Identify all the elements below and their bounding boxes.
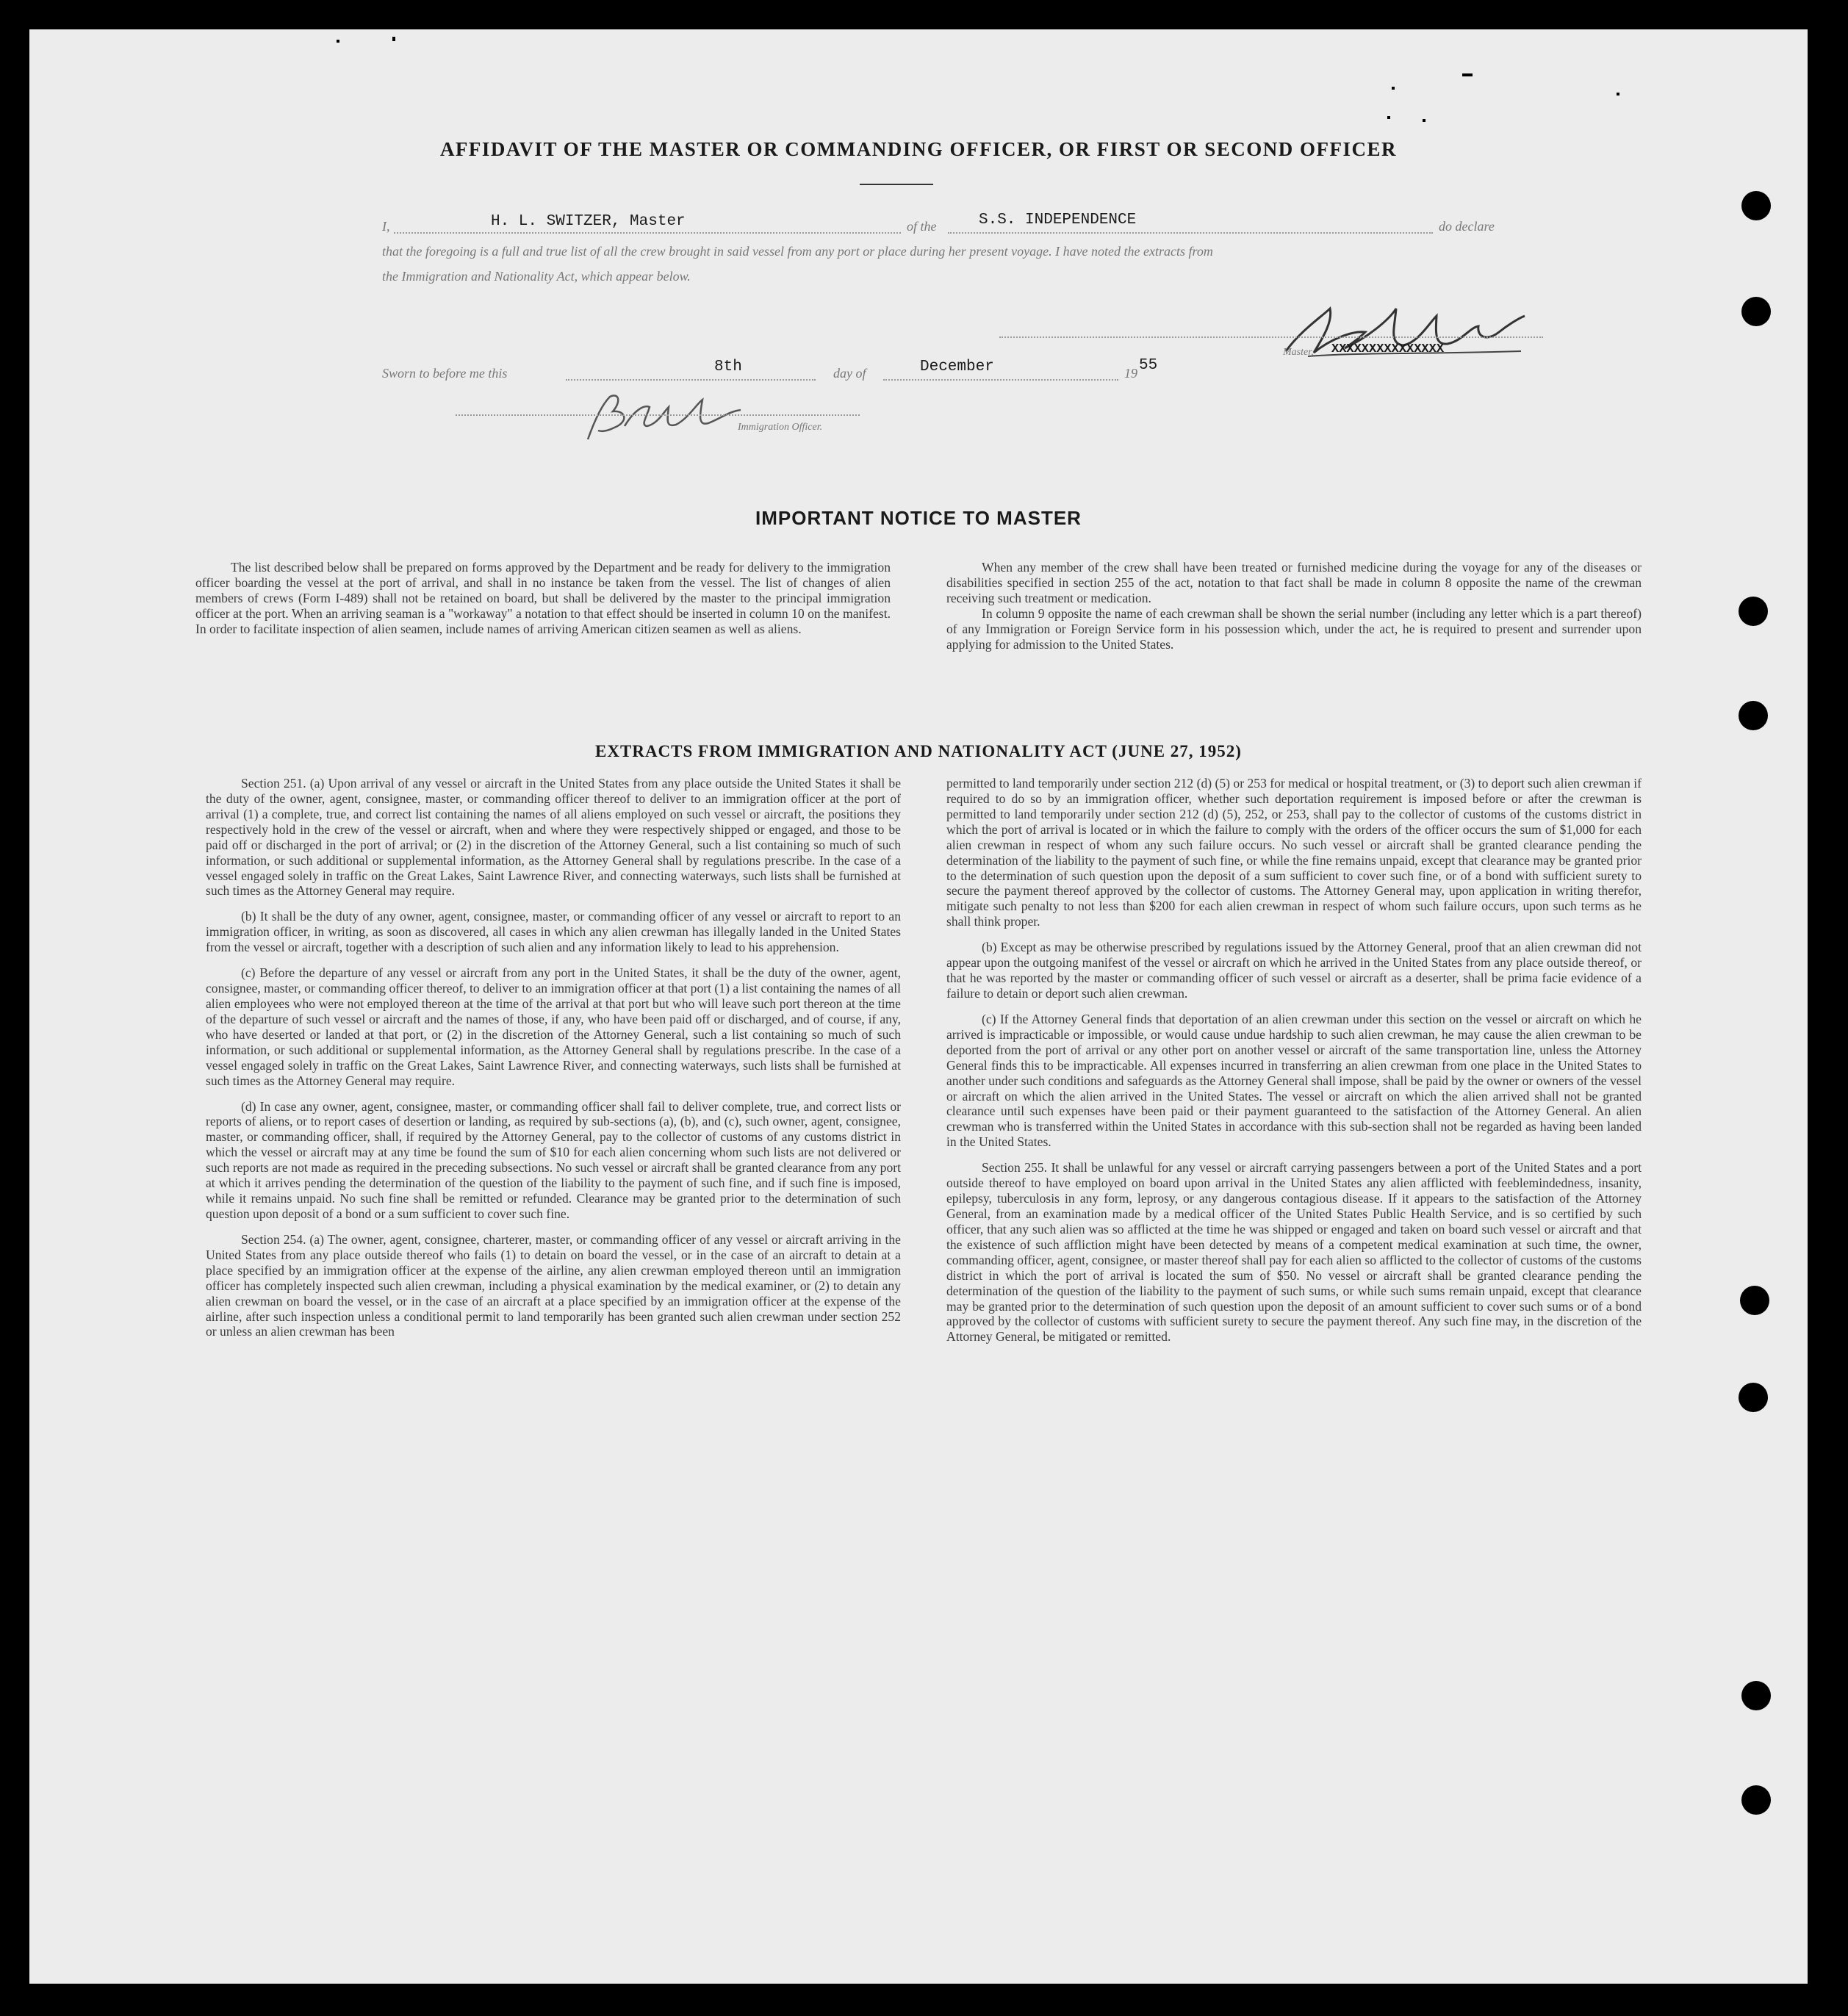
vessel-dotted-line: [948, 232, 1433, 234]
speck: [337, 40, 339, 43]
month-dotted-line: [883, 379, 1118, 381]
master-label: Master,: [1283, 347, 1314, 358]
speck: [392, 37, 395, 41]
punch-hole: [1741, 191, 1771, 220]
speck: [1392, 87, 1395, 90]
speck: [1387, 116, 1390, 119]
extracts-title: EXTRACTS FROM IMMIGRATION AND NATIONALITY ACT (JUNE 27, 1952): [595, 742, 1242, 760]
notice-left-paragraph: The list described below shall be prepared on forms approved by the Department and be ready for delivery to the immigration officer boarding the vessel at the port of arrival, and shall in no instance be taken from the vessel. The list of changes of alien members of crews (Form I-489) shall not be retained on board, but shall be delivered by the master to the principal immigration officer at the port. When an arriving seaman is a "workaway" a notation to that effect should be inserted in column 10 on the manifest. In order to facilitate inspection of alien seamen, include names of arriving American citizen seamen as well as aliens.: [195, 560, 891, 636]
punch-hole: [1741, 1681, 1771, 1710]
extracts-right-column: [946, 776, 1642, 1355]
notice-left-column: [195, 560, 891, 647]
section-255: Section 255. It shall be unlawful for any vessel or aircraft carrying passengers between a port of the United States and a port outside thereof to have employed on board upon arrival in the United States any alien afflicted with feeblemindedness, insanity, epilepsy, tuberculosis in any form, leprosy, or any dangerous contagious disease. If it appears to the satisfaction of the Attorney General, from an examination made by a medical officer of the United States Public Health Service, and is so certified by such officer, that any such alien was so afflicted at the time he was shipped or engaged and taken on board such vessel or aircraft and that the existence of such affliction might have been detected by means of a competent medical examination at such time, the owner, commanding officer, agent, consignee, or master thereof shall pay for each alien so afflicted to the collector of customs of the customs district in which the port of arrival is located the sum of $50. No vessel or aircraft shall be granted clearance pending the determination of the question of the liability to the payment of such sums, or while such sums remain unpaid, except that clearance may be granted prior to the determination of such question upon the deposit of an amount sufficient to cover such sums or of a bond approved by the collector of customs with sufficient surety to secure the payment thereof. Any such fine may, in the discretion of the Attorney General, be mitigated or remitted.: [946, 1160, 1642, 1344]
punch-hole: [1739, 701, 1768, 730]
master-name: H. L. SWITZER, Master: [491, 213, 686, 230]
notice-right-paragraph-2: In column 9 opposite the name of each crewman shall be shown the serial number (including any letter which is a part thereof) of any Immigration or Foreign Service form in his possession which, under the act, he is required to present and surrender upon applying for admission to the United States.: [946, 605, 1642, 652]
year-prefix: 19: [1124, 366, 1137, 381]
section-254-a: Section 254. (a) The owner, agent, consignee, charterer, master, or commanding officer of any vessel or aircraft arriving in the United States from any place outside thereof who fails (1) to detain on board the vessel, or in the case of an aircraft to detain at a place specified by an immigration officer at the expense of the airline, any alien crewman employed thereon until an immigration officer has completely inspected such alien crewman, including a physical examination by the medical examiner, or (2) to detain any alien crewman on board the vessel, or in the case of an aircraft at a place specified by an immigration officer at the expense of the airline, after such inspection unless a conditional permit to land temporarily has been granted such alien crewman under section 252 or unless an alien crewman has been: [206, 1231, 901, 1339]
punch-hole: [1739, 597, 1768, 626]
section-251-d: (d) In case any owner, agent, consignee, master, or commanding officer shall fail to deliver complete, true, and correct lists or reports of aliens, or to report cases of desertion or landing, as required by sub-sections (a), (b), and (c), such owner, agent, consignee, master, or commanding officer, shall, if required by the Attorney General, pay to the collector of customs of any customs district in which the vessel or aircraft may at any time be found the sum of $10 for each alien concerning whom such lists are not delivered or such reports are not made as required in the preceding subsections. No such vessel or aircraft shall be granted clearance from any port at which it arrives pending the determination of the question of the liability to the payment of such fine, and if such fine is imposed, while it remains unpaid. No such fine shall be remitted or refunded. Clearance may be granted prior to the determination of such question upon deposit of a bond or a sum sufficient to cover such fine.: [206, 1098, 901, 1221]
immigration-officer-label: Immigration Officer.: [738, 422, 823, 433]
extracts-left-column: [206, 776, 901, 1350]
of-the-label: of the: [907, 219, 937, 234]
punch-hole: [1739, 1383, 1768, 1412]
section-251-b: (b) It shall be the duty of any owner, agent, consignee, master, or commanding officer of any vessel or aircraft to report to an immigration officer, in writing, as soon as discovered, all cases in which any alien crewman has illegally landed in the United States from the vessel or aircraft, together with a description of such alien and any information likely to lead to his apprehension.: [206, 909, 901, 955]
master-signature-line: [999, 336, 1543, 338]
title-divider: [860, 184, 933, 185]
section-251-a: Section 251. (a) Upon arrival of any vessel or aircraft in the United States from any place outside the United States it shall be the duty of the owner, agent, consignee, master, or commanding officer thereof to deliver to an immigration officer at the port of arrival (1) a complete, true, and correct list containing the names of all aliens employed on such vessel or aircraft, the positions they respectively hold in the crew of the vessel or aircraft, when and where they were respectively shipped or engaged, and those to be paid off or discharged in the port of arrival; or (2) in the discretion of the Attorney General, such a list containing so much of such information, or such additional or supplemental information, as the Attorney General shall by regulations prescribe. In the case of a vessel engaged solely in traffic on the Great Lakes, Saint Lawrence River, and connecting waterways, such lists shall be furnished at such times as the Attorney General may require.: [206, 776, 901, 899]
officer-signature-line: [456, 414, 860, 416]
sworn-day: 8th: [714, 359, 742, 375]
document-page: [29, 29, 1808, 1984]
day-dotted-line: [566, 379, 816, 381]
section-254-a-continued: permitted to land temporarily under section 212 (d) (5) or 253 for medical or hospital treatment, or (3) to deport such alien crewman if required to do so by an immigration officer, whether such deportation requirement is imposed before or after the crewman is permitted to land temporarily under section 212 (d) (5), 252, or 253, shall pay to the collector of customs of the customs district in which the port of arrival is located or in which the failure to comply with the orders of the officer occurs the sum of $1,000 for each alien crewman in respect of whom any such failure occurs. No such vessel or aircraft shall be granted clearance pending the determination of the liability to the payment of such fine, or while the fine remains unpaid, except that clearance may be granted prior to the determination of such question upon the deposit of a sum sufficient to cover such fine, or of a bond with sufficient surety to secure the payment thereof approved by the collector of customs. The Attorney General may, upon application in writing therefor, mitigate such penalty to not less than $200 for each alien crewman in respect of whom such failure occurs, upon such terms as he shall think proper.: [946, 776, 1642, 929]
line1-prefix: I,: [382, 219, 390, 234]
section-254-c: (c) If the Attorney General finds that deportation of an alien crewman under this section on the vessel or aircraft on which he arrived is impracticable or impossible, or would cause undue hardship to such alien crewman, he may cause the alien crewman to be deported from the port of arrival or any other port on another vessel or aircraft of the same transportation line, unless the Attorney General finds this to be impracticable. All expenses incurred in transferring an alien crewman from one place in the United States to another under such conditions and safeguards as the Attorney General shall impose, shall be paid by the owner or owners of the vessel or aircraft on which the alien arrived in the United States. The vessel or aircraft on which the alien arrived shall not be granted clearance until such expenses have been paid or their payment guaranteed to the satisfaction of the Attorney General. An alien crewman who is transferred within the United States in accordance with this sub-section shall not be regarded as having been landed in the United States.: [946, 1011, 1642, 1150]
notice-title: IMPORTANT NOTICE TO MASTER: [755, 507, 1082, 529]
speck: [1617, 93, 1619, 96]
sworn-year: 55: [1139, 357, 1158, 374]
declaration-line-3: the Immigration and Nationality Act, which appear below.: [382, 269, 691, 284]
notice-right-paragraph-1: When any member of the crew shall have been treated or furnished medicine during the voyage for any of the diseases or disabilities specified in section 255 of the act, notation to that fact shall be made in column 8 opposite the name of the crewman receiving such treatment or medication.: [946, 560, 1642, 605]
vessel-name: S.S. INDEPENDENCE: [979, 212, 1137, 228]
section-254-b: (b) Except as may be otherwise prescribed by regulations issued by the Attorney General, proof that an alien crewman did not appear upon the outgoing manifest of the vessel or aircraft on which he arrived in the United States from any place outside thereof, or that he was reported by the master or commanding officer of such vessel or aircraft as a deserter, shall be prima facie evidence of a failure to detain or deport such alien crewman.: [946, 940, 1642, 1001]
affidavit-title: AFFIDAVIT OF THE MASTER OR COMMANDING OFFICER, OR FIRST OR SECOND OFFICER: [439, 138, 1398, 160]
do-declare-label: do declare: [1439, 219, 1495, 234]
struck-text: XXXXXXXXXXXXXXX: [1331, 342, 1445, 356]
sworn-prefix: Sworn to before me this: [382, 366, 508, 381]
section-251-c: (c) Before the departure of any vessel or aircraft from any port in the United States, it shall be the duty of the owner, agent, consignee, master, or commanding officer thereof, to deliver to an immigration officer at that port (1) a list containing the names of all alien employees who were not employed thereon at the time of the arrival at that port but who will leave such port thereon at the time of the departure of such vessel or aircraft and the names of those, if any, who have been paid off or discharged, and of course, if any, who have deserted or landed at that port, or (2) in the discretion of the Attorney General, such a list containing so much of such information, or such additional or supplemental information, as the Attorney General shall by regulations prescribe. In the case of a vessel engaged solely in traffic on the Great Lakes, Saint Lawrence River, and connecting waterways, such lists shall be furnished at such times as the Attorney General may require.: [206, 965, 901, 1088]
punch-hole: [1740, 1286, 1769, 1315]
notice-right-column: [946, 560, 1642, 663]
name-dotted-line: [394, 232, 901, 234]
speck: [1423, 119, 1425, 122]
declaration-line-2: that the foregoing is a full and true list of all the crew brought in said vessel from any port or place during her present voyage. I have noted the extracts from: [382, 244, 1213, 259]
speck: [1462, 73, 1473, 76]
sworn-month: December: [920, 359, 994, 375]
punch-hole: [1741, 297, 1771, 326]
punch-hole: [1741, 1785, 1771, 1815]
day-of-label: day of: [833, 366, 866, 381]
